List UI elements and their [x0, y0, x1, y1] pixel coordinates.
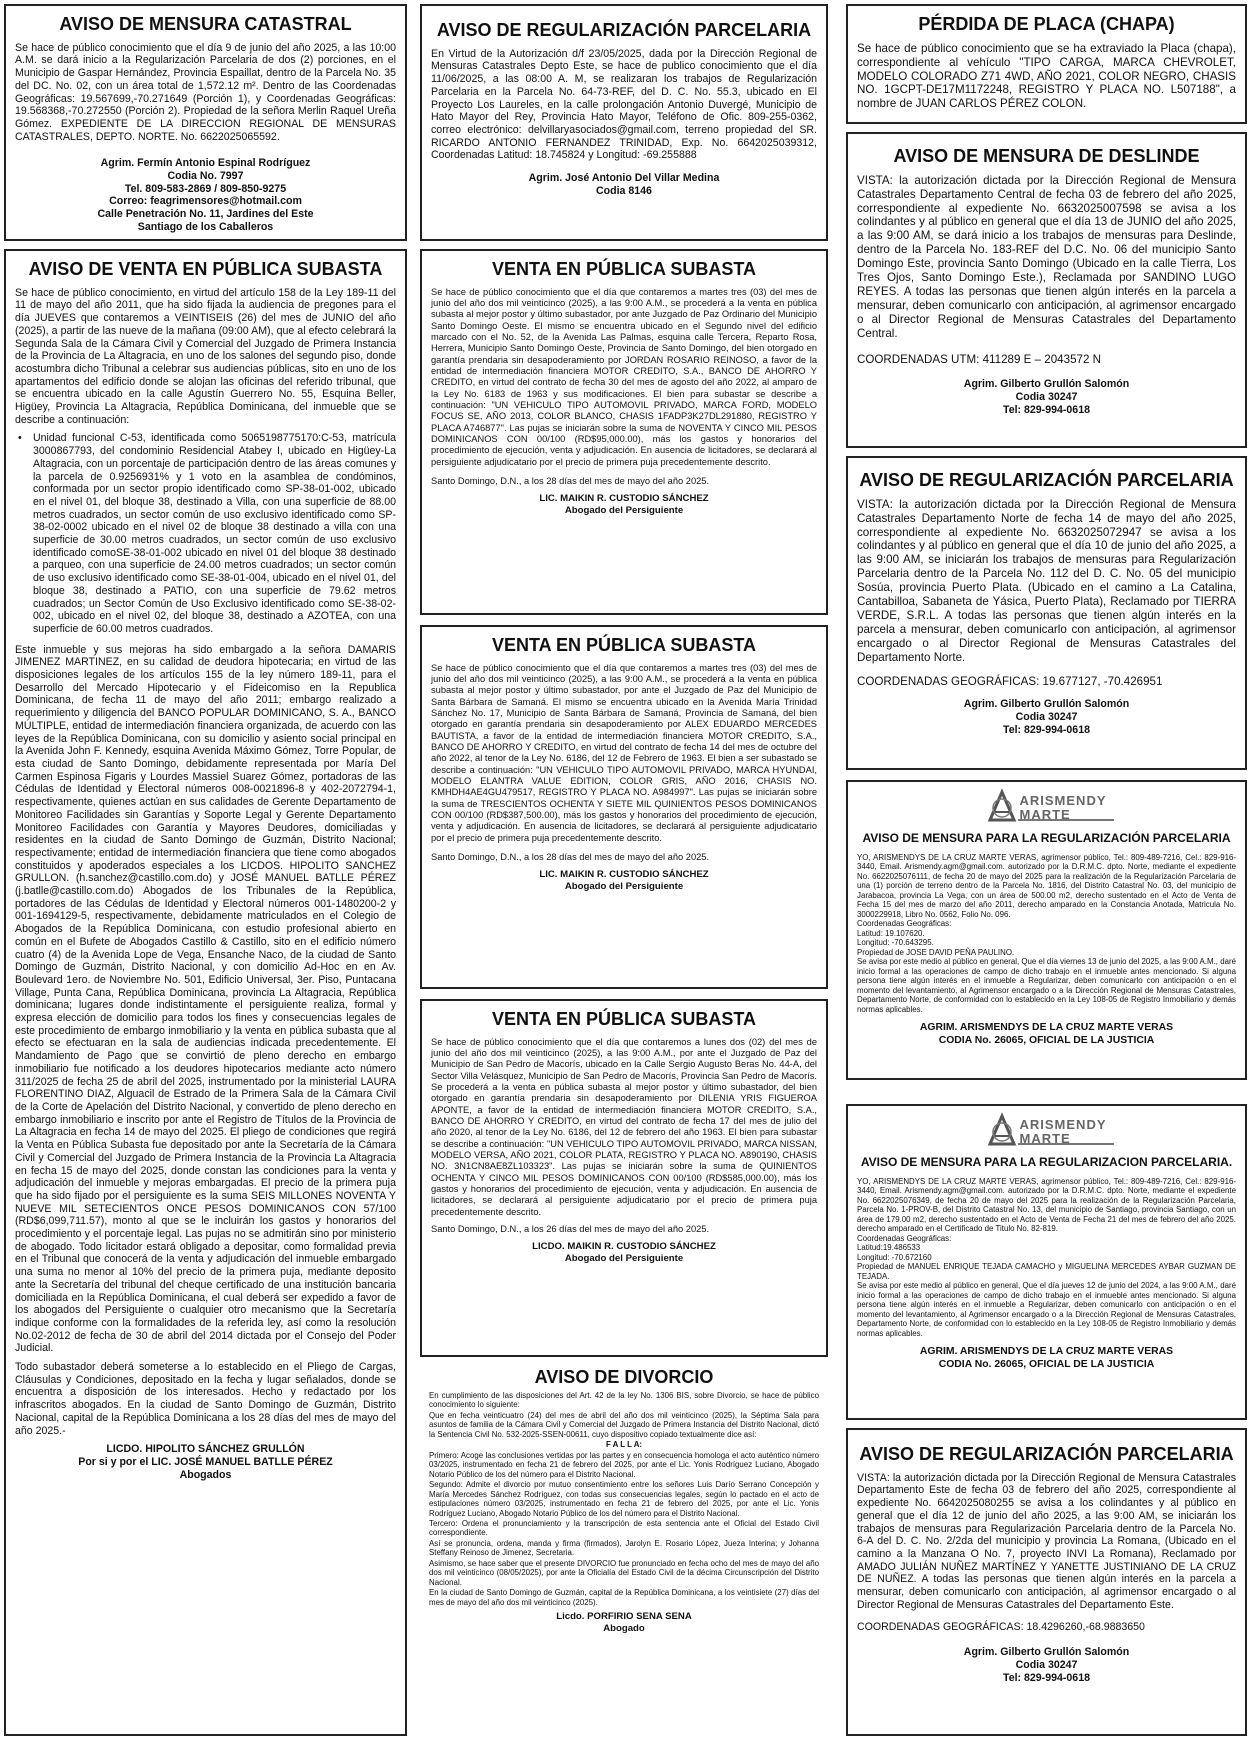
notice-title: VENTA EN PÚBLICA SUBASTA — [491, 259, 756, 279]
notice-signature: LIC. MAIKIN R. CUSTODIO SÁNCHEZ Abogado del Persiguiente — [539, 869, 709, 892]
notice-mensura-deslinde — [846, 132, 1247, 448]
divorce-intro: En cumplimiento de las disposiciones del Art. 42 de la ley No. 1306 BIS, sobre Divorcio, se hace de público conocimiento lo siguiente: — [429, 1390, 819, 1410]
divorce-pronunciamiento: Asimismo, se hace saber que el presente DIVORCIO fue pronunciado en fecha ocho del mes de mayo del año dos mil veinticinco (08/05/2025), por ante la Oficialía del Estado Civil de la décima Circunscripción del Distrito Nacional. — [429, 1558, 819, 1587]
notice-body: YO, ARISMENDYS DE LA CRUZ MARTE VERAS, agrimensor público, Tel.: 809-489-7216, Cel.: 829-916-3440, Email. Arismendy.agm@gmail.com. autorizado por la D.R.M.C. dpto. Norte, mediante el expediente No. 6622025076349, de fecha 20 de mayo del 2025 para la realización de la Regularización Parcelaria, Parcela No. 1-PROV-B, del Distrito Catastral No. 13, del municipio de Santiago, provincia Santiago, con un área de 179.00 m2, derecho sustentado en el Acto de Venta de Fecha 21 del mes de febrero del año 2025. derecho amparado en el Certificado de Titulo No. 82-819. Coordenadas Geográficas: Latitud:19.486533 Longitud: -70.672160 Propiedad de MANUEL ENRIQUE TEJADA CAMACHO y MIGUELINA MERCEDES AYBAR GUZMAN DE TEJADA. Se avisa por este medio al público en general, Que el día jueves 12 de junio del 2024, a las 9:00 A.M., daré inicio formal a las operaciones de campo de dicho trabajo en el inmueble antes mencionado. Si alguna persona tiene algún interés en el inmueble a Regularizar, deben comunicarlo con anticipación o en el momento del levantamiento, al Agrimensor encargado o a la Dirección Regional de Mensuras Catastrales, Departamento Norte, de conformidad con lo establecido en la Ley 108-05 de Registro Inmobiliario y demás normas aplicables. — [857, 1176, 1236, 1338]
notice-title: AVISO DE DIVORCIO — [534, 1367, 714, 1387]
notice-venta-publica-subasta-inmueble — [4, 249, 407, 1736]
notice-title: AVISO DE MENSURA PARA LA REGULARIZACIÓN PARCELARIA — [862, 831, 1231, 845]
notice-signature: Licdo. PORFIRIO SENA SENA Abogado — [556, 1611, 692, 1634]
notice-date: Santo Domingo, D.N., a los 28 días del mes de mayo del año 2025. — [431, 475, 710, 486]
notice-coordinates: COORDENADAS GEOGRÁFICAS: 19.677127, -70.426951 — [857, 674, 1163, 688]
notice-body: VISTA: la autorización dictada por la Dirección Regional de Mensura Catastrales Departamento Norte de fecha 14 de mayo del año 2025, correspondiente al expediente No. 6632025072947 se avisa a los colindantes y al público en general que el día 10 de junio del año 2025, a las 9:00 AM, se iniciarán los trabajos de mensuras para Regularización Parcelaria dentro de la Parcela No. 112 del D. C. No. 05 del municipio Sosúa, provincia Puerto Plata. (Ubicado en el camino a La Catalina, Cantabilloa, Sabaneta de Yásica, Puerto Plata), Reclamado por TIERRA VERDE, S.R.L. A todas las personas que tienen algún interés en la parcela a mensurar, deben comunicarlo con anticipación, al agrimensor encargado o al Director Regional de Mensuras Catastrales del Departamento Norte. — [857, 497, 1236, 664]
notice-body: Se hace de público conocimiento que el día que contaremos a martes tres (03) del mes de junio del año dos mil veinticinco (2025), a las 9:00 A.M., se procederá a la venta en pública subasta al mejor postor y último subastador, por ante Juzgado de Paz Ordinario del Municipio Santo Domingo Oeste. El mismo se encuentra ubicado en el Segundo nivel del edificio marcado con el No. 52, de la Avenida Las Palmas, esquina calle Tercera, Reparto Rosa, Herrera, Municipio Santo Domingo Oeste, Provincia de Santo Domingo, del bien otorgado en garantía prendaria sin desapoderamiento por JORDAN ROSARIO REINOSO, a favor de la entidad de intermediación financiera MOTOR CREDITO, S.A., BANCO DE AHORRO Y CREDITO, en virtud del contrato de fecha 30 del mes de agosto del año 2022, al amparo de la Ley No. 6183 de 1963 y sus modificaciones. El bien para subastar se describe a continuación: "UN VEHICULO TIPO AUTOMOVIL PRIVADO, MARCA FORD, MODELO FOCUS SE, AÑO 2013, COLOR BLANCO, CHASIS 1FADP3K27DL291880, REGISTRO Y PLACA A746877". Las pujas se iniciarán sobre la suma de NOVENTA Y CINCO MIL PESOS DOMINICANOS CON 00/100 (RD$95,000.00), más los gastos y honorarios del procedimiento de ejecución, venta y adjudicación. En ausencia de licitadores, se declarará al persiguiente adjudicatario por el precio de primera puja precedentemente descrito. — [431, 286, 817, 467]
arismendy-marte-logo — [972, 1112, 1122, 1150]
notice-body: YO, ARISMENDYS DE LA CRUZ MARTE VERAS, agrimensor público, Tel.: 809-489-7216, Cel.: 829-916-3440, Email. Arismendy.agm@gmail.com. autorizado por la D.R.M.C. dpto. Norte, mediante el expediente No. 6622025076111, de fecha 20 de mayo del 2025 para la realización de la Regularización Parcelaria de una (1) porción de terreno dentro de la Parcela No. 1816, del Distrito Catastral No. 03, del municipio de Jarabacoa, provincia La Vega, con un área de 500.00 m2, derecho sustentado en el Acto de Venta de Fecha 15 del mes de marzo del año 2011, derecho amparado en la Constancia Anotada, Matricula No. 3000229918, Libro No. 0562, Folio No. 096. Coordenadas Geográficas: Latitud: 19.107620. Longitud: -70.643295. Propiedad de JOSE DAVID PEÑA PAULINO. Se avisa por este medio al público en general, Que el día viernes 13 de junio del 2025, a las 9:00 A.M., daré inicio formal a las operaciones de campo de dicho trabajo en el inmueble antes mencionado. Si alguna persona tiene algún interés en el inmueble a Regularizar, deben comunicarlo con anticipación o en el momento del levantamiento, al Agrimensor encargado o a la Dirección Regional de Mensuras Catastrales, Departamento Norte, de conformidad con lo establecido en la Ley 108-05 de Registro Inmobiliario y demás normas aplicables. — [857, 852, 1236, 1014]
notice-signature: LICDO. HIPOLITO SÁNCHEZ GRULLÓN Por si y por el LIC. JOSÉ MANUEL BATLLE PÉREZ Abogados — [78, 1443, 333, 1481]
notice-title: AVISO DE REGULARIZACIÓN PARCELARIA — [436, 20, 812, 40]
notice-body: VISTA: la autorización dictada por la Dirección Regional de Mensura Catastrales Departamento Central de fecha 03 de febrero del año 2025, correspondiente al expediente No. 6632025007598 se avisa a los colindantes y al público en general que el día 13 de JUNIO del año 2025, a las 9:00 AM, se dará inicio a los trabajos de mensuras para Deslinde, dentro de la Parcela No. 183-REF del D.C. No. 06 del municipio Santo Domingo Este, provincia Santo Domingo (Ubicado en la calle Tierra, Los Tres Ojos, Santo Domingo Este.), Reclamada por SANDINO LUGO REYES. A todas las personas que tienen algún interés en la parcela a mensurar, deben comunicarlo con anticipación, al agrimensor encargado o al Director Regional de Mensuras Catastrales del Departamento Central. — [857, 173, 1236, 340]
notice-signature: Agrim. Fermín Antonio Espinal Rodríguez Codia No. 7997 Tel. 809-583-2869 / 809-850-9275 Correo: feagrimensores@hotmail.com Calle Penetración No. 11, Jardines del Este Santiago de los Caballeros — [97, 157, 314, 233]
notice-regularizacion-parcelaria — [420, 4, 828, 241]
divorce-segundo: Segundo: Admite el divorcio por mutuo consentimiento entre los señores Luis Darío Serrano Concepción y María Mercedes Sánchez Rodríguez, con todas sus consecuencias legales, según lo pactado en el acto de estipulaciones número 03/2025, instrumentado en fecha 21 de febrero del 2025, por ante el Lic. Yonis Rodríguez Luciano, Abogado Notario Público de los del número para el Distrito Nacional. — [429, 1480, 819, 1518]
notice-title: AVISO DE MENSURA DE DESLINDE — [893, 146, 1200, 166]
notice-coordinates: COORDENADAS GEOGRÁFICAS: 18.4296260,-68.9883650 — [857, 1621, 1145, 1634]
notice-divorcio — [420, 1363, 828, 1736]
notice-title: AVISO DE MENSURA PARA LA REGULARIZACION PARCELARIA. — [860, 1155, 1233, 1169]
property-description: • Unidad funcional C-53, identificada como 5065198775170:C-53, matrícula 3000867793, del condominio Residencial Atabey I, ubicado en Higüey-La Altagracia, con un porcentaje de participación dentro de las áreas comunes y la parcela de 0.9256931% y 1 voto en la asamblea de condóminos, conformada por un sector propio identificado como SP-38-01-002, ubicado en el nivel 01, del bloque 38, destinado a Villa, con una superficie de 88.00 metros cuadrados, un sector común de uso exclusivo identificado como SP-38-02-0002 ubicado en el nivel 02 de bloque 38 destinado a villa con una superficie de 30.00 metros cuadrados, un sector común de uso exclusivo identificado comoSE-38-01-002 ubicado en nivel 01 del bloque 38 destinado a parqueo, con una superficie de 24.00 metros cuadrados; un sector común de uso exclusivo identificado como SE-38-01-004, ubicado en el nivel 01, del bloque 38, destinado a PATIO, con una superficie de 79.62 metros cuadrados; un Sector Común de Uso Exclusivo identificado como SE-38-02-002, ubicado en el nivel 02, del bloque 38, destinado a AZOTEA, con una superficie de 60.00 metros cuadrados. — [15, 432, 396, 635]
notice-regularizacion-parcelaria-este — [846, 1428, 1247, 1736]
logo-text: ARISMENDY MARTE — [1019, 793, 1107, 822]
notice-coordinates: COORDENADAS UTM: 411289 E – 2043572 N — [857, 352, 1102, 366]
notice-signature: AGRIM. ARISMENDYS DE LA CRUZ MARTE VERAS CODIA No. 26065, OFICIAL DE LA JUSTICIA — [919, 1022, 1174, 1046]
notice-mensura-regularizacion-2 — [846, 1104, 1247, 1420]
notice-date: Santo Domingo, D.N., a los 26 días del mes de mayo del año 2025. — [431, 1223, 710, 1234]
notice-closing: Todo subastador deberá someterse a lo establecido en el Pliego de Cargas, Cláusulas y Condiciones, depositado en la fecha y lugar señalados, donde se encuentra a disposición de los interesados. Hecho y redactado por los infrascritos abogados. En la ciudad de Santo Domingo de Guzmán, Distrito Nacional, capital de la República Dominicana a los 28 días del mes de mayo del año 2025.- — [15, 1361, 396, 1437]
notice-perdida-placa — [846, 4, 1247, 124]
notice-title: AVISO DE REGULARIZACIÓN PARCELARIA — [859, 470, 1234, 490]
notice-body: Se hace de público conocimiento que el día 9 de junio del año 2025, a las 10:00 A.M. se dará inicio a la Regularización Parcelaria de dos (2) porciones, en el Municipio de Gaspar Hernández, Provincia Espaillat, dentro de la Parcela No. 35 del DC. No. 02, con un área total de 1,572.12 m². Dentro de las Coordenadas Geográficas: 19.567699,-70.271649 (Porción 1), y Coordenadas Geográficas: 19.568368,-70.272550 (Porción 2). Propiedad de la señora Merlin Raquel Ureña Gómez. EXPEDIENTE DE LA DIRECCION REGIONAL DE MENSURAS CATASTRALES, DEPTO. NORTE. No. 6622025065592. — [15, 41, 396, 143]
notice-venta-subasta-nissan — [420, 999, 828, 1357]
notice-mensura-catastral — [4, 4, 407, 241]
notice-venta-subasta-ford — [420, 249, 828, 615]
notice-regularizacion-parcelaria-norte — [846, 456, 1247, 770]
notice-intro: Se hace de público conocimiento, en virtud del artículo 158 de la Ley 189-11 del 11 de mayo del año 2011, que ha sido fijada la audiencia de pregones para el día JUEVES que contaremos a VEINTISEIS (26) del mes de JUNIO del año (2025), a partir de las nueve de la mañana (09:00 AM), que al efecto celebrará la Segunda Sala de la Cámara Civil y Comercial del Juzgado de Primera Instancia de la Provincia de La Altagracia, en uno de los salones del segundo piso, donde acostumbra dicho Tribunal a celebrar sus audiencias públicas, sito en uno de los apartamentos del edificio donde se alojan las oficinas del referido tribunal, que se encuentra ubicado en la calle Agustín Guerrero No. 55, Esquina Beller, Higüey, Provincia La Altagracia, República Dominicana, del inmueble que se describe a continuación: — [15, 286, 396, 426]
notice-body: Se hace de público conocimiento que el día que contaremos a lunes dos (02) del mes de junio del año dos mil veinticinco (2025), a las 9:00 A.M., por ante el Juzgado de Paz del Municipio de San Pedro de Macorís, ubicado en la Calle Sergio Augusto Beras No. 44-A, del Sector Villa Velásquez, Municipio de San Pedro de Macorís, Provincia San Pedro de Macorís. Se procederá a la venta en pública subasta al mejor postor y último subastador, del bien otorgado en garantía prendaria sin desapoderamiento por DILENIA YRIS FIGUEROA APONTE, a favor de la entidad de intermediación financiera MOTOR CREDITO, S.A., BANCO DE AHORRO Y CREDITO, en virtud del contrato de fecha 17 del mes de julio del año 2020, al tenor de la Ley No. 6186, del 12 de febrero del año 1963. El bien para subastar se describe a continuación: "UN VEHICULO TIPO AUTOMOVIL PRIVADO, MARCA NISSAN, MODELO VERSA, AÑO 2021, COLOR PLATA, REGISTRO Y PLACA NO. A890190, CHASIS NO. 3N1CN8AE8ZL103323". Las pujas se iniciarán sobre la suma de QUINIENTOS OCHENTA Y CINCO MIL PESOS DOMINICANOS CON 00/100 (RD$585,000.00), más los gastos y honorarios del procedimiento de ejecución, venta y adjudicación. En ausencia de licitadores, se declarará al persiguiente adjudicatario por el precio de primera puja precedentemente descrito. — [431, 1036, 817, 1217]
notice-signature: LICDO. MAIKIN R. CUSTODIO SÁNCHEZ Abogado del Persiguiente — [532, 1241, 716, 1264]
notice-mensura-regularizacion-1 — [846, 780, 1247, 1080]
notice-body: Este inmueble y sus mejoras ha sido embargado a la señora DAMARIS JIMENEZ MARTINEZ, en su calidad de deudora hipotecaria; en virtud de las disposiciones legales de los artículos 155 de la ley número 189-11, para el Desarrollo del Mercado Hipotecario y el Fideicomiso en la Republica Dominicana, de fecha 11 de mayo del año 2011; embargo realizado a requerimiento y diligencia del BANCO POPULAR DOMINICANO, S. A., BANCO MÚLTIPLE, entidad de intermediación financiera organizada, de acuerdo con las leyes de la República Dominicana, con su domicilio y asiento social principal en la Avenida John F. Kennedy, esquina Avenida Máximo Gómez, Torre Popular, de esta ciudad de Santo Domingo, debidamente representada por María Del Carmen Espinosa Figaris y Lourdes Massiel Suarez Gómez, portadoras de las Cédulas de Identidad y Electoral números 008-0021896-8 y 402-2072794-1, respectivamente, quienes actúan en sus calidades de Gerente Departamento de Monitoreo Facilidades sin Garantías y Soporte Legal y Gerente Departamento Monitoreo Facilidades con Garantía y Mayores Deudores, domiciliadas y residentes en la ciudad de Santo Domingo de Guzmán, Distrito Nacional; respectivamente; entidad de intermediación financiera que tiene como abogados constituidos y apoderados especiales a los LICDOS. HIPOLITO SANCHEZ GRULLON. (h.sanchez@castillo.com.do) y JOSÉ MANUEL BATLLE PÉREZ (j.batlle@castillo.com.do) Abogados de los Tribunales de la República, portadores de las Cédulas de Identidad y Electoral números 001-1480200-2 y 001-1694129-5, respectivamente, debidamente matriculados en el Colegio de Abogados de la República Dominicana, con estudio profesional abierto en común en el Bufete de Abogados Castillo & Castillo, sito en el edificio número cuatro (4) de la Avenida Lope de Vega, Ensanche Naco, de la ciudad de Santo Domingo de Guzmán, Distrito Nacional, y con domicilio Ad-Hoc en en Av. Boulevard 1ero. de Noviembre No. 501, Edificio Universal, 3er. Piso, Puntacana Village, Punta Cana, República Dominicana, provincia La Altagracia, República dominicana; lugares donde indistintamente el persiguiente realiza, formal y expresa elección de domicilio para todos los fines y consecuencias legales de este procedimiento de embargo inmobiliario y la venta en pública subasta que al efecto se efectuaran en la sala de audiencias indicada precedentemente. El Mandamiento de Pago que se convirtió de pleno derecho en embargo inmobiliario fue notificado a los deudores hipotecarios mediante acto número 311/2025 de fecha 25 de abril del 2025, instrumentado por la ministerial LAURA FLORENTINO DIAZ, Alguacil de Estrado de la Primera Sala de la Cámara Civil de la Corte de Apelación del Distrito Nacional, y convertido de pleno derecho en embargo inmobiliario e inscrito por ante el Registro de Títulos de la Provincia de La Altagracia en fecha 14 de mayo del 2025. El pliego de condiciones que regirá la Venta en Pública Subasta fue depositado por ante la Secretaría de la Cámara Civil y Comercial del Juzgado de Primera Instancia de la Provincia La Altagracia en fecha 15 de mayo del 2025, donde constan las condiciones para la venta y adjudicación del inmueble y mejoras embargadas. El precio de la primera puja que ha sido fijado por el persiguiente es la suma SEIS MILLONES NOVENTA Y NUEVE MIL SETECIENTOS ONCE PESOS DOMINICANOS CON 57/100 (RD$6,099,711.57), monto al que se le incluirán los gastos y honorarios del procedimiento y el porcentaje legal. Las pujas no se admitirán sino por ministerio de abogado. Todo licitador estará obligado a depositar, como formalidad previa en el Tribunal que conocerá de la venta y adjudicación del inmueble embargado una suma no menor al 10% del precio de la primera puja, mediante deposito ante la Secretaría del tribunal del cheque certificado de una institución bancaria domiciliada en la República Dominicana, el cual deberá ser expedido a favor de los abogados del Persiguiente o cualquier otro mecanismo que la Secretaría indique conforme con la formalidades de la referida ley, así como la resolución No.02-2012 de fecha de 30 de abril del 2014 dictada por el Consejo del Poder Judicial. — [15, 643, 396, 1355]
notice-signature: AGRIM. ARISMENDYS DE LA CRUZ MARTE VERAS CODIA No. 26065, OFICIAL DE LA JUSTICIA — [919, 1346, 1174, 1370]
notice-signature: Agrim. Gilberto Grullón Salomón Codia 30247 Tel: 829-994-0618 — [963, 1646, 1130, 1684]
notice-signature: Agrim. Gilberto Grullón Salomón Codia 30247 Tel: 829-994-0618 — [963, 378, 1130, 416]
notice-title: AVISO DE REGULARIZACIÓN PARCELARIA — [859, 1444, 1234, 1464]
notice-body: VISTA: la autorización dictada por la Dirección Regional de Mensura Catastrales Departamento Este de fecha 03 de febrero del año 2025, correspondiente al expediente No. 6642025080255 se avisa a los colindantes y al público en general que el día 12 de junio del año 2025, a las 9:00 AM, se iniciarán los trabajos de mensuras para Regularización Parcelaria dentro de la Parcela No. 6-A del D. C. No. 2/2da del municipio y provincia La Romana, (Ubicado en el camino a la Manzana O No. 7, proyecto INVI La Romana), Reclamado por AMADO JULIÁN NUÑEZ MARTÍNEZ Y YANETTE JUSTINIANO DE LA CRUZ DE NUÑEZ. A todas las personas que tienen algún interés en la parcela a mensurar, deben comunicarlo con anticipación, al agrimensor encargado o al Director Regional de Mensuras Catastrales del Departamento Este. — [857, 1471, 1236, 1611]
divorce-fecha: En la ciudad de Santo Domingo de Guzmán, capital de la República Dominicana, a los veintisiete (27) días del mes de mayo del año dos mil veinticinco (2025). — [429, 1588, 819, 1607]
notice-title: VENTA EN PÚBLICA SUBASTA — [491, 1009, 756, 1029]
arismendy-marte-logo — [972, 788, 1122, 826]
notice-signature: LIC. MAIKIN R. CUSTODIO SÁNCHEZ Abogado del Persiguiente — [539, 493, 709, 516]
notice-title: VENTA EN PÚBLICA SUBASTA — [491, 635, 756, 655]
divorce-primero: Primero: Acoge las conclusiones vertidas por las partes y en consecuencia homologa el acto auténtico número 03/2025, instrumentado en fecha 21 de febrero del 2025, por ante el Lic. Yonis Rodríguez Luciano, Abogado Notario Público de los del número para el Distrito Nacional. — [429, 1450, 819, 1479]
divorce-fallo-heading: F A L L A: — [605, 1440, 643, 1450]
notice-date: Santo Domingo, D.N., a los 28 días del mes de mayo del año 2025. — [431, 851, 710, 862]
notice-venta-subasta-hyundai — [420, 625, 828, 989]
notice-signature: Agrim. Gilberto Grullón Salomón Codia 30247 Tel: 829-994-0618 — [963, 698, 1130, 736]
notice-title: AVISO DE MENSURA CATASTRAL — [59, 14, 352, 34]
notice-body: En Virtud de la Autorización d/f 23/05/2025, dada por la Dirección Regional de Mensuras Catastrales Depto Este, se hace de publico conocimiento que el día 11/06/2025, a las 08:00 A. M, se realizaran los trabajos de Regularización Parcelaria en la Parcela No. 64-73-REF, del D. C. No. 55.3, ubicado en El Proyecto Los Laureles, en la calle prolongación Antonio Duvergé, Municipio de Hato Mayor del Rey, Provincia Hato Mayor, Teléfono de Ofic. 809-255-0362, correo electrónico: delvillaryasociados@gmail.com, terreno propiedad del SR. RICARDO ANTONIO FERNANDEZ TRINIDAD, Exp. No. 6642025039312, Coordenadas Latitud: 18.745824 y Longitud: -69.255888 — [431, 47, 817, 162]
divorce-firma: Así se pronuncia, ordena, manda y firma (firmados), Jarolyn E. Rosario López, Jueza Interina; y Johanna Steffany Reinoso de Jimenez, Secretaria. — [429, 1538, 819, 1558]
divorce-tercero: Tercero: Ordena el pronunciamiento y la transcripción de esta sentencia ante el Oficial del Estado Civil correspondiente. — [429, 1518, 819, 1538]
notice-signature: Agrim. José Antonio Del Villar Medina Codia 8146 — [528, 172, 720, 197]
logo-text: ARISMENDY MARTE — [1019, 1117, 1107, 1146]
notice-body: Se hace de público conocimiento que el día que contaremos a martes tres (03) del mes de junio del año dos mil veinticinco (2025), a las 9:00 A.M., se procederá a la venta en pública subasta al mejor postor y último subastador, por ante el Juzgado de Paz del Municipio de Santa Bárbara de Samaná. El mismo se encuentra ubicado en la Avenida María Trinidad Sánchez No. 17, Municipio de Santa Bárbara de Samaná, Provincia de Samaná, del bien otorgado en garantía prendaria sin desapoderamiento por ALEX EDUARDO MERCEDES BAUTISTA, a favor de la entidad de intermediación financiera MOTOR CREDITO, S.A., BANCO DE AHORRO Y CREDITO, en virtud del contrato de fecha 14 del mes de octubre del año 2022, al tenor de la Ley No. 6186, del 12 de Febrero de 1963. El bien a ser subastado se describe a continuación: "UN VEHICULO TIPO AUTOMOVIL PRIVADO, MARCA HYUNDAI, MODELO ELANTRA VALUE EDITION, COLOR GRIS, AÑO 2016, CHASIS NO. KMHDH4AE4GU479517, REGISTRO Y PLACA NO. A984997". Las pujas se iniciarán sobre la suma de TRESCIENTOS OCHENTA Y SIETE MIL QUINIENTOS PESOS DOMINICANOS CON 00/100 (RD$387,500.00), más los gastos y honorarios del procedimiento de ejecución, venta y adjudicación. En ausencia de licitadores, se declarará al persiguiente adjudicatario por el precio de primera puja precedentemente descrito. — [431, 662, 817, 843]
notice-title: PÉRDIDA DE PLACA (CHAPA) — [918, 14, 1175, 34]
divorce-body: Que en fecha veinticuatro (24) del mes de abril del año dos mil veinticinco (2025), la Séptima Sala para asuntos de familia de la Cámara Civil y Comercial del Juzgado de Primera Instancia del Distrito Nacional, dictó la Sentencia Civil No. 532-2025-SSEN-00611, cuyo dispositivo copiado textualmente dice así: — [429, 1410, 819, 1439]
notice-body: Se hace de público conocimiento que se ha extraviado la Placa (chapa), correspondiente al vehículo "TIPO CARGA, MARCA CHEVROLET, MODELO COLORADO Z71 4WD, AÑO 2021, COLOR NEGRO, CHASIS NO. 1GCPT-DE17M1172248, REGISTRO Y PLACA NO. L507188", a nombre de JUAN CARLOS PÉREZ COLON. — [857, 41, 1236, 111]
notice-title: AVISO DE VENTA EN PÚBLICA SUBASTA — [28, 259, 383, 279]
